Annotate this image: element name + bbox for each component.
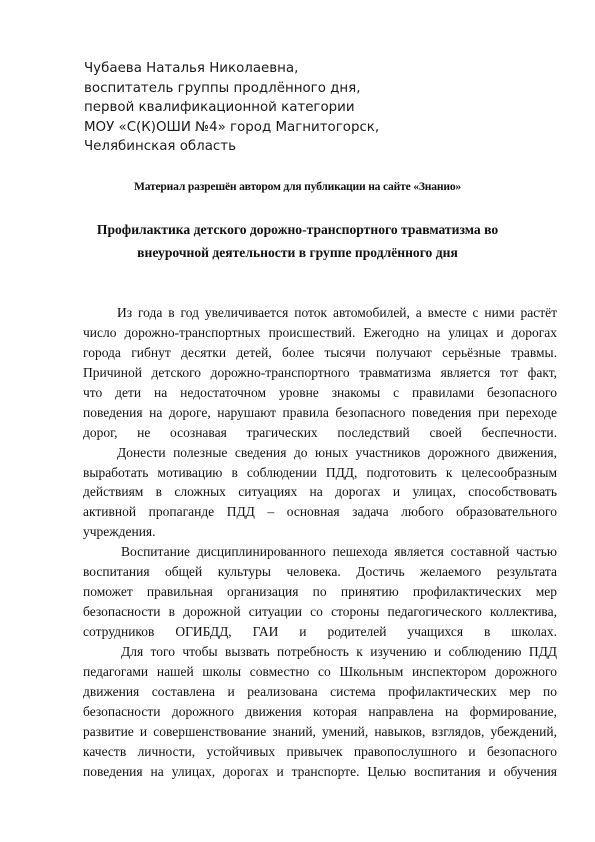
body-line: поможет правильная организация по принятию профилактических мер (83, 584, 557, 600)
author-category: первой квалификационной категории (84, 100, 355, 116)
body-line: безопасности дорожного движения которая направлена на формирование, (83, 703, 557, 719)
body-line: поведения на дороге, нарушают правила безопасного поведения при переходе (83, 404, 557, 420)
author-position: воспитатель группы продлённого дня, (84, 80, 361, 96)
body-line: безопасности в дорожной ситуации со стороны педагогического коллектива, (83, 604, 557, 620)
body-line: Причиной детского дорожно-транспортного травматизма является тот факт, (83, 364, 557, 380)
body-line: дорог, не осознавая трагических последствий своей беспечности. (83, 424, 557, 440)
body-line: развитие и совершенствование знаний, умений, навыков, взглядов, убеждений, (83, 723, 557, 739)
body-line: города гибнут десятки детей, более тысячи получают серьёзные травмы. (83, 344, 557, 360)
body-line: действиям в сложных ситуациях на дорогах и улицах, способствовать (83, 484, 557, 500)
body-line: Из года в год увеличивается поток автомобилей, а вместе с ними растёт (117, 305, 557, 320)
author-info (84, 59, 524, 157)
title-line: Профилактика детского дорожно-транспортного травматизма во (96, 222, 499, 237)
body-line: Воспитание дисциплинированного пешехода является составной частью (121, 544, 557, 560)
body-line: Для того чтобы вызвать потребность к изучению и соблюдению ПДД (121, 643, 557, 659)
body-line: качеств личности, устойчивых привычек правопослушного и безопасного (83, 743, 557, 759)
body-line: воспитания общей культуры человека. Достичь желаемого результата (83, 564, 557, 580)
body-line: активной пропаганде ПДД – основная задача любого образовательного (83, 504, 557, 520)
author-name: Чубаева Наталья Николаевна, (84, 61, 299, 76)
body-line: выработать мотивацию в соблюдении ПДД, подготовить к целесообразным (83, 464, 557, 480)
body-text (83, 303, 557, 782)
author-region: Челябинская область (84, 139, 236, 155)
title-line: внеурочной деятельности в группе продлённого дня (137, 245, 458, 260)
body-line: движения составлена и реализована система профилактических мер по (83, 683, 557, 699)
author-school: МОУ «С(К)ОШИ №4» город Магнитогорск, (84, 119, 380, 135)
body-line: учреждения. (83, 524, 156, 540)
body-line: педагогами нашей школы совместно со Школьным инспектором дорожного (83, 663, 557, 679)
body-line: сотрудников ОГИБДД, ГАИ и родителей учащихся в школах. (83, 624, 557, 639)
body-line: что дети на недостаточном уровне знакомы с правилами безопасного (83, 384, 557, 400)
body-line: поведения на улицах, дорогах и транспорте. Целью воспитания и обучения (83, 763, 557, 779)
publication-permission-note: Материал разрешён автором для публикации на сайте «Знанио» (133, 180, 462, 193)
body-line: число дорожно-транспортных происшествий. Ежегодно на улицах и дорогах (83, 324, 557, 340)
document-title (60, 218, 535, 264)
body-line: Донести полезные сведения до юных участников дорожного движения, (117, 444, 557, 460)
